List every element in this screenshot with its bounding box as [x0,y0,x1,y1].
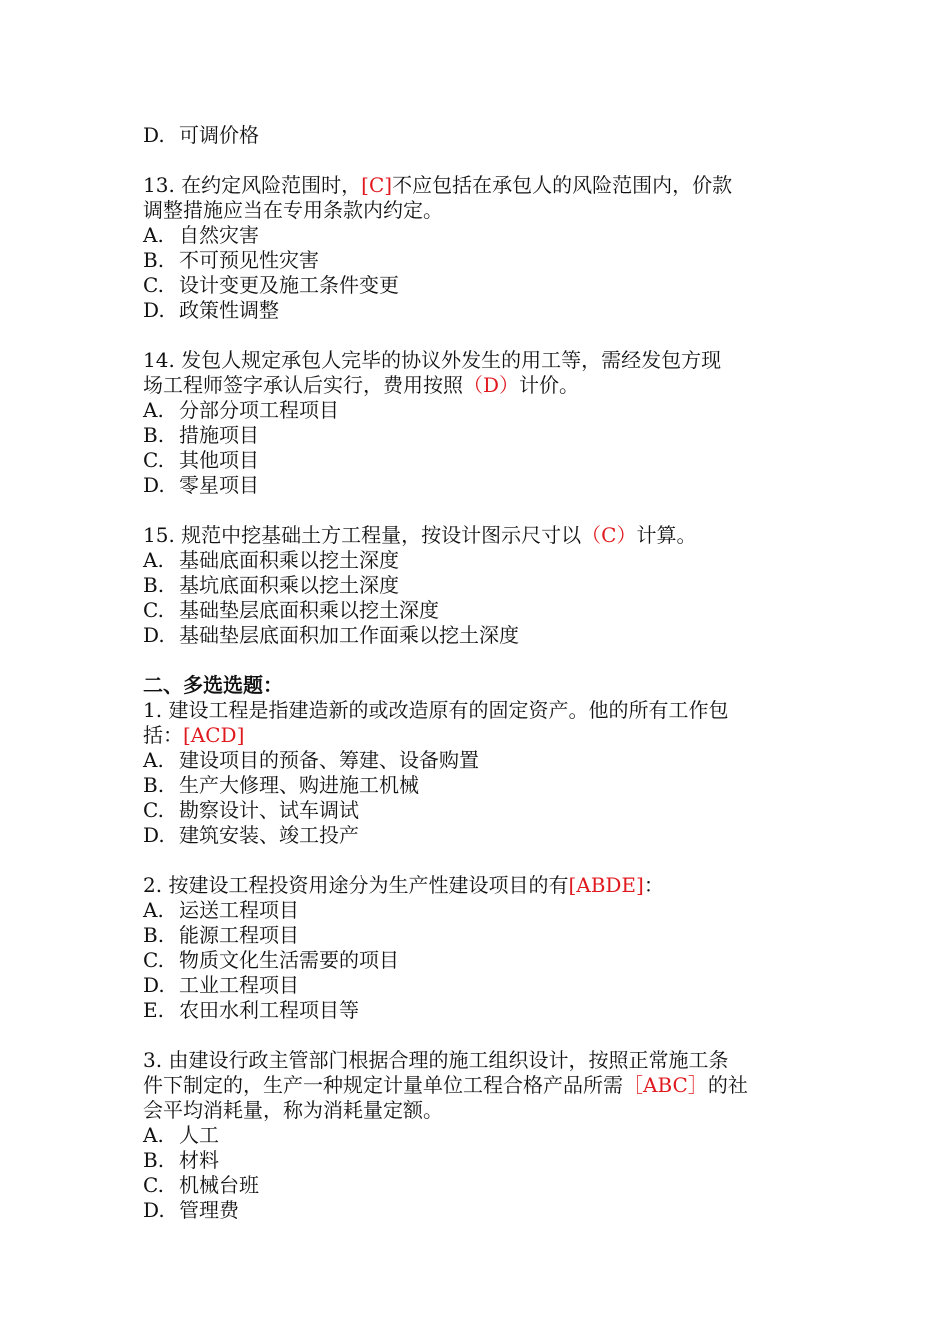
option-text: 物质文化生活需要的项目 [179,948,399,972]
option-letter: B. [143,923,165,947]
option-letter: A. [143,748,164,772]
option-text: 工业工程项目 [179,973,299,997]
option-text: 生产大修理、购进施工机械 [179,773,419,797]
option-text: 基础底面积乘以挖土深度 [179,548,399,572]
option-letter: B. [143,1148,165,1172]
spacer [143,648,808,673]
option-line [143,823,808,848]
option-letter: C. [143,798,164,822]
option-line [143,273,808,298]
option-text: 基坑底面积乘以挖土深度 [179,573,399,597]
option-text: 不可预见性灾害 [179,248,319,272]
option-text: 人工 [179,1123,219,1147]
option-line [143,1148,808,1173]
option-letter: A. [143,548,164,572]
option-line [143,423,808,448]
multi-question-3: 3. 由建设行政主管部门根据合理的施工组织设计，按照正常施工条 [143,1048,729,1072]
option-letter: C. [143,948,164,972]
option-text: 管理费 [179,1198,239,1222]
question-text-continued [143,723,808,748]
question-text: 计价。 [519,373,580,397]
multi-question-2 [143,873,808,898]
question-13 [143,173,808,198]
option-line [143,123,808,148]
spacer [143,1023,808,1048]
option-text: 能源工程项目 [179,923,299,947]
question-text: 13. 在约定风险范围时， [143,173,362,197]
option-line [143,898,808,923]
question-text: ： [643,873,664,897]
question-text: 15. 规范中挖基础土方工程量，按设计图示尺寸以 [143,523,582,547]
option-text: 其他项目 [179,448,259,472]
answer-marker: [ACD] [183,723,245,747]
option-letter: B. [143,248,165,272]
question-14: 14. 发包人规定承包人完毕的协议外发生的用工等，需经发包方现 [143,348,722,372]
question-text: 括： [143,723,183,747]
option-line [143,573,808,598]
section-heading: 二、多选选题： [143,673,283,697]
spacer [143,148,808,173]
answer-marker: [C] [361,173,393,197]
option-text: 分部分项工程项目 [179,398,339,422]
option-text: 零星项目 [179,473,259,497]
option-text: 措施项目 [179,423,259,447]
option-line [143,973,808,998]
question-text: 2. 按建设工程投资用途分为生产性建设项目的有 [143,873,569,897]
option-line [143,223,808,248]
option-line [143,773,808,798]
answer-marker: （D） [463,373,520,397]
document-page [143,123,808,1223]
option-text: 建筑安装、竣工投产 [179,823,359,847]
option-letter: A. [143,398,164,422]
question-15 [143,523,808,548]
question-text-continued: 会平均消耗量，称为消耗量定额。 [143,1098,443,1122]
question-text: 不应包括在承包人的风险范围内，价款 [392,173,733,197]
option-line [143,748,808,773]
option-line [143,948,808,973]
spacer [143,848,808,873]
option-letter: D. [143,973,165,997]
multi-question-1: 1. 建设工程是指建造新的或改造原有的固定资产。他的所有工作包 [143,698,729,722]
answer-marker: [ABDE] [568,873,644,897]
option-line [143,1173,808,1198]
option-text: 基础垫层底面积加工作面乘以挖土深度 [179,623,519,647]
option-text: 建设项目的预备、筹建、设备购置 [179,748,479,772]
option-line [143,398,808,423]
option-text: 可调价格 [179,123,259,147]
option-text: 农田水利工程项目等 [179,998,359,1022]
option-line [143,1123,808,1148]
option-letter: D. [143,823,165,847]
option-line [143,798,808,823]
question-text: 场工程师签字承认后实行，费用按照 [143,373,463,397]
option-letter: B. [143,423,165,447]
question-text: 计算。 [636,523,697,547]
option-line [143,298,808,323]
option-letter: C. [143,448,164,472]
option-letter: D. [143,473,165,497]
option-letter: B. [143,773,165,797]
question-text-continued: 调整措施应当在专用条款内约定。 [143,198,443,222]
option-text: 材料 [179,1148,219,1172]
option-letter: D. [143,298,165,322]
option-letter: C. [143,1173,164,1197]
option-line [143,598,808,623]
option-text: 政策性调整 [179,298,279,322]
option-line [143,248,808,273]
option-line [143,473,808,498]
question-text-continued [143,373,808,398]
option-line [143,448,808,473]
option-line [143,623,808,648]
question-text-continued [143,1073,808,1098]
spacer [143,498,808,523]
option-line [143,998,808,1023]
option-letter: E. [143,998,164,1022]
question-text: 的社 [707,1073,748,1097]
option-line [143,1198,808,1223]
answer-marker: （C） [581,523,637,547]
option-text: 勘察设计、试车调试 [179,798,359,822]
option-text: 机械台班 [179,1173,259,1197]
option-letter: D. [143,1198,165,1222]
option-letter: A. [143,223,164,247]
option-letter: A. [143,1123,164,1147]
answer-marker: ［ABC］ [623,1073,708,1097]
option-letter: A. [143,898,164,922]
option-letter: C. [143,273,164,297]
spacer [143,323,808,348]
option-letter: B. [143,573,165,597]
option-letter: C. [143,598,164,622]
option-letter: D. [143,623,165,647]
option-line [143,548,808,573]
option-text: 基础垫层底面积乘以挖土深度 [179,598,439,622]
option-text: 运送工程项目 [179,898,299,922]
question-text: 件下制定的，生产一种规定计量单位工程合格产品所需 [143,1073,623,1097]
option-text: 设计变更及施工条件变更 [179,273,399,297]
option-letter: D. [143,123,165,147]
option-line [143,923,808,948]
option-text: 自然灾害 [179,223,259,247]
